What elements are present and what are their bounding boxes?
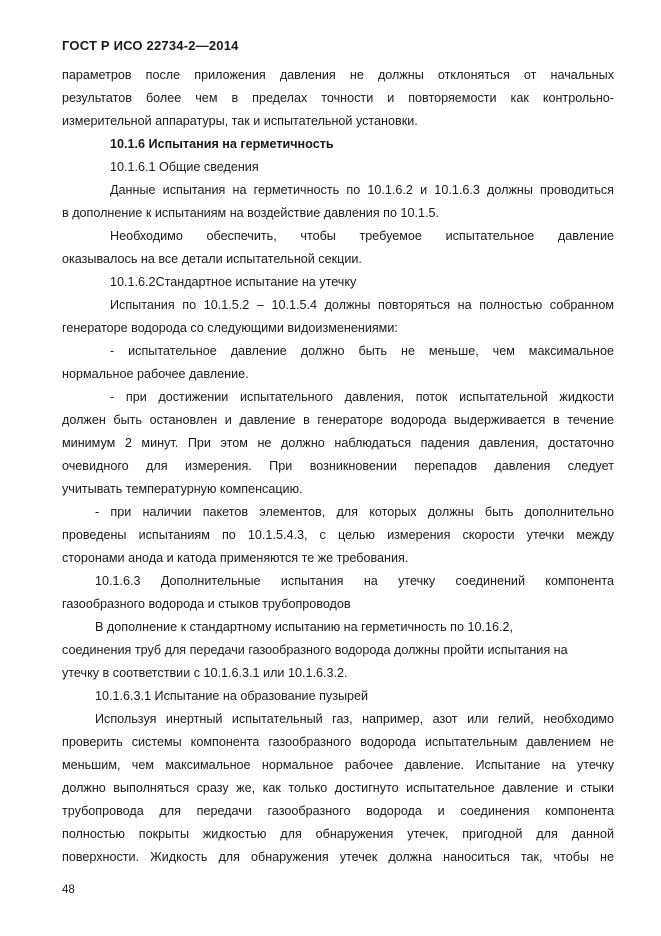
page-number: 48 — [62, 884, 75, 896]
text-line: проверить системы компонента газообразного водорода испытательным давлением не — [62, 735, 614, 749]
text-line: очевидного для измерения. При возникновении перепадов давления следует — [62, 459, 614, 473]
text-line: газообразного водорода и стыков трубопроводов — [62, 597, 351, 611]
text-line: проведены испытаниям по 10.1.5.4.3, с целью измерения скорости утечки между — [62, 528, 614, 542]
text-line: Данные испытания на герметичность по 10.1.6.2 и 10.1.6.3 должны проводиться — [110, 183, 614, 197]
section-heading: 10.1.6 Испытания на герметичность — [110, 137, 334, 151]
subsection-heading: 10.1.6.3.1 Испытание на образование пузырей — [95, 689, 369, 703]
text-line: генераторе водорода со следующими видоизменениями: — [62, 321, 398, 335]
text-line: сторонами анода и катода применяются те же требования. — [62, 551, 409, 565]
subsection-heading: 10.1.6.3 Дополнительные испытания на утечку соединений компонента — [95, 574, 614, 588]
text-line: учитывать температурную компенсацию. — [62, 482, 303, 496]
text-line: параметров после приложения давления не должны отклоняться от начальных — [62, 68, 614, 82]
text-line: В дополнение к стандартному испытанию на герметичность по 10.16.2, — [95, 620, 513, 634]
text-line: Испытания по 10.1.5.2 – 10.1.5.4 должны повторяться на полностью собранном — [110, 298, 614, 312]
text-line: утечку в соответствии с 10.1.6.3.1 или 10.1.6.3.2. — [62, 666, 348, 680]
text-line: минимум 2 минут. При этом не должно наблюдаться падения давления, достаточно — [62, 436, 614, 450]
text-line: результатов более чем в пределах точности и повторяемости как контрольно- — [62, 91, 614, 105]
text-line: Используя инертный испытательный газ, например, азот или гелий, необходимо — [95, 712, 614, 726]
text-line: измерительной аппаратуры, так и испытательной установки. — [62, 114, 418, 128]
text-line: в дополнение к испытаниям на воздействие давления по 10.1.5. — [62, 206, 439, 220]
text-line: Необходимо обеспечить, чтобы требуемое испытательное давление — [110, 229, 614, 243]
text-line: соединения труб для передачи газообразного водорода должны пройти испытания на — [62, 643, 568, 657]
text-line: оказывалось на все детали испытательной секции. — [62, 252, 362, 266]
text-line: меньшим, чем максимальное нормальное рабочее давление. Испытание на утечку — [62, 758, 614, 772]
text-line: поверхности. Жидкость для обнаружения утечек должна наноситься так, чтобы не — [62, 850, 614, 864]
list-item-line: - при достижении испытательного давления, поток испытательной жидкости — [110, 390, 614, 404]
text-line: должен быть остановлен и давление в генераторе водорода выдерживается в течение — [62, 413, 614, 427]
text-line: трубопровода для передачи газообразного водорода и соединения компонента — [62, 804, 614, 818]
subsection-heading: 10.1.6.1 Общие сведения — [110, 160, 259, 174]
subsection-heading: 10.1.6.2Стандартное испытание на утечку — [110, 275, 357, 289]
list-item-line: - при наличии пакетов элементов, для которых должны быть дополнительно — [95, 505, 614, 519]
document-header: ГОСТ Р ИСО 22734-2—2014 — [62, 38, 239, 53]
text-line: полностью покрыты жидкостью для обнаружения утечек, пригодной для данной — [62, 827, 614, 841]
text-line: нормальное рабочее давление. — [62, 367, 249, 381]
list-item-line: - испытательное давление должно быть не меньше, чем максимальное — [110, 344, 614, 358]
text-line: должно выполняться сразу же, как только достигнуто испытательное давление и стыки — [62, 781, 614, 795]
